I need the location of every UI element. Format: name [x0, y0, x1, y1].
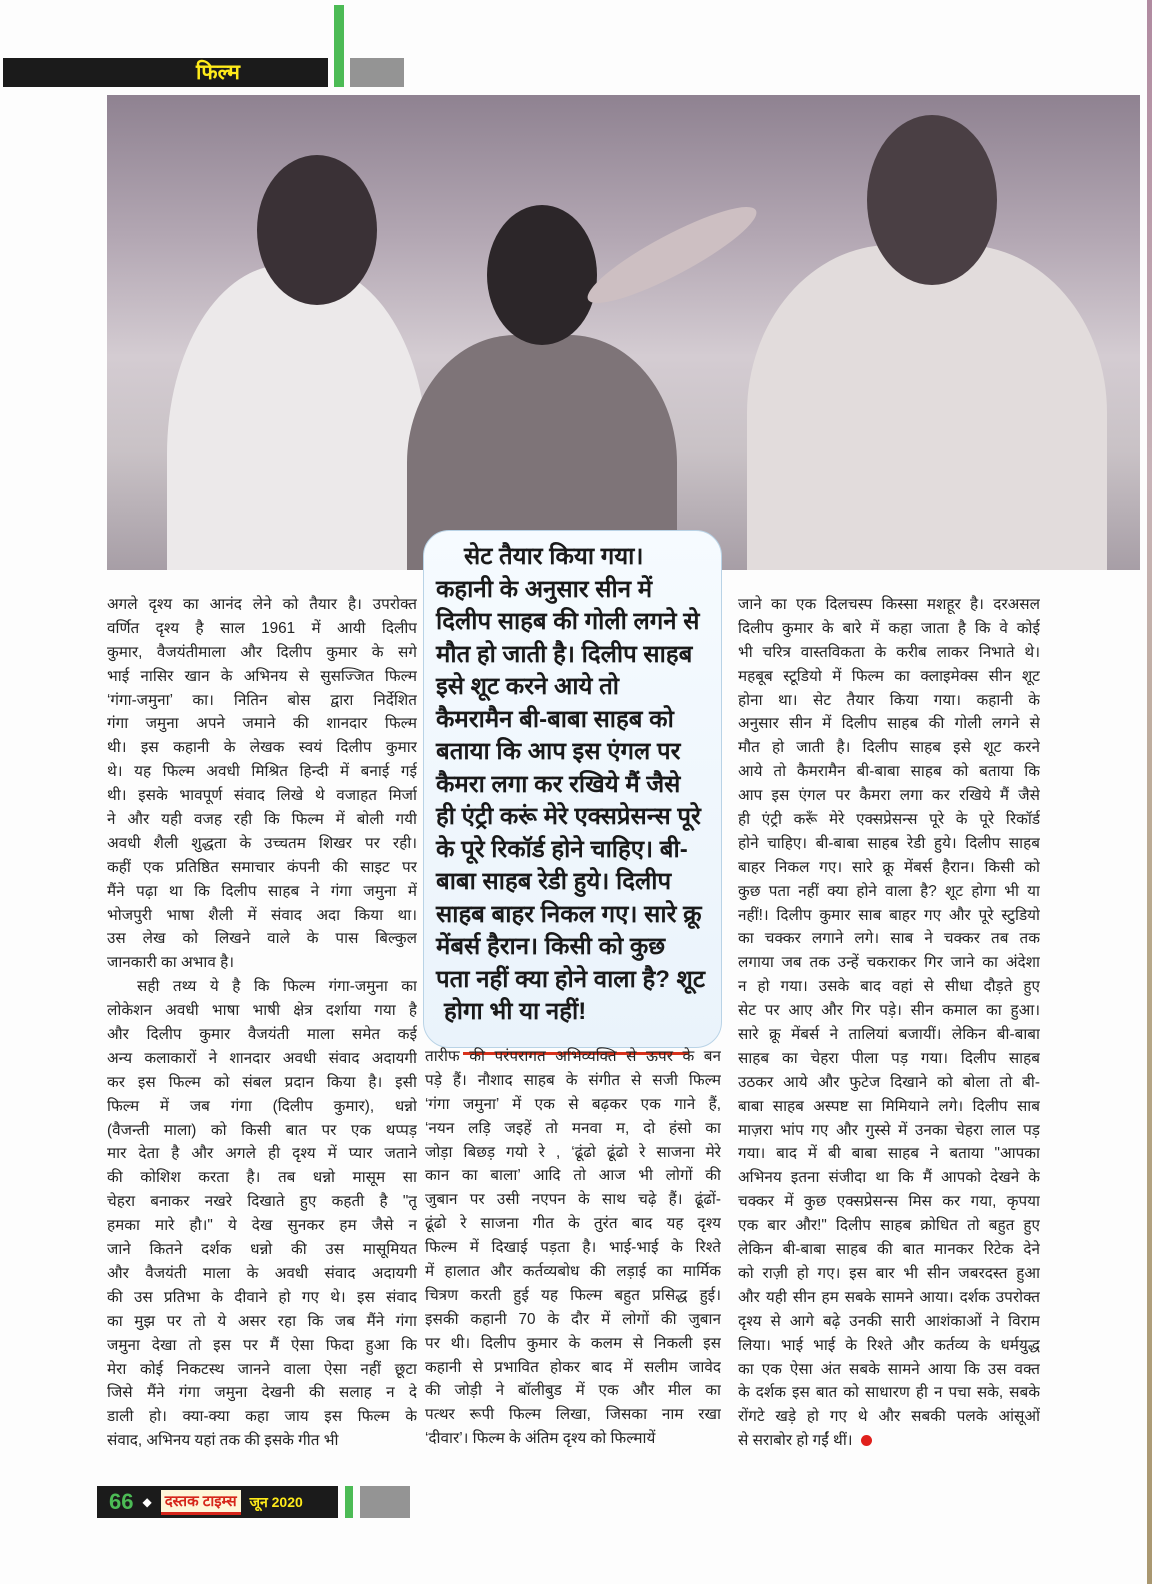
text-line — [738, 904, 1040, 928]
text-line-content: अभिनय इतना संजीदा था कि मैं आपको देखने के — [738, 1169, 1040, 1187]
text-line — [738, 1286, 1040, 1310]
text-line-content: की जोड़ी ने बॉलीबुड में एक और मील का — [425, 1382, 721, 1400]
text-line — [738, 999, 1040, 1023]
issue-date: जून 2020 — [249, 1493, 303, 1510]
text-line-content: ही एंट्री करूँ मेरे एक्सप्रेसन्स पूरे के पूरे रिकॉर्ड — [738, 811, 1040, 829]
text-line — [107, 784, 417, 808]
text-line-content: में हालात और कर्तव्यबोध की लड़ाई का मार्मिक — [425, 1263, 721, 1281]
article-column-3 — [738, 593, 1040, 1453]
text-line — [425, 1284, 721, 1308]
text-line — [738, 712, 1040, 736]
text-line-content: अवधी शैली शुद्धता के उच्चतम शिखर पर रही। — [107, 834, 417, 852]
text-line-content: ढूंढो रे साजना गीत के तुरंत बाद यह दृश्य — [425, 1215, 721, 1233]
text-line-content: रोंगटे खड़े हो गए थे और सबकी पलके आंसूओं — [738, 1408, 1040, 1426]
text-line — [425, 1356, 721, 1380]
text-line-content: महबूब स्टूडियो में फिल्म का क्लाइमेक्स सीन शूट — [738, 667, 1040, 685]
text-line-content: मैंने पढ़ा था कि दिलीप साहब ने गंगा जमुना में — [107, 882, 417, 900]
text-line-content: उठकर आये और फुटेज दिखाने को बोला तो बी- — [738, 1073, 1040, 1091]
text-line — [425, 1141, 721, 1165]
text-line — [738, 808, 1040, 832]
pull-quote-line: होगा भी या नहीं! — [444, 998, 587, 1025]
text-line-content: जानकारी का अभाव है। — [107, 954, 235, 972]
text-line — [738, 1429, 1040, 1453]
text-line-content: चेहरा बनाकर नखरे दिखाते हुए कहती है "तू — [107, 1193, 417, 1211]
text-line — [107, 1023, 417, 1047]
text-line-content: डाली हो। क्या-क्या कहा जाय इस फिल्म के — [107, 1408, 417, 1426]
text-line-content: गंगा जमुना अपने जमाने की शानदार फिल्म — [107, 715, 417, 733]
text-line-content: वर्णित दृश्य है साल 1961 में आयी दिलीप — [107, 619, 417, 637]
text-line — [107, 1405, 417, 1429]
text-line-content: नहीं!। दिलीप कुमार साब बाहर गए और पूरे स्टुडियो — [738, 906, 1040, 924]
text-line — [107, 593, 417, 617]
pull-quote-line: बाबा साहब रेडी हुये। दिलीप — [436, 868, 672, 895]
text-line — [425, 1069, 721, 1093]
pull-quote-line: बताया कि आप इस एंगल पर — [436, 738, 681, 765]
text-line — [738, 1190, 1040, 1214]
pull-quote-line: ही एंट्री करूं मेरे एक्सप्रेसन्स पूरे — [436, 803, 701, 830]
text-line-content: मौत हो जाती है। दिलीप साहब इसे शूट करने — [738, 739, 1040, 757]
text-line-content: तारीफ की परंपरागत अभिव्यक्ति से ऊपर के बन — [425, 1048, 721, 1065]
left-man-figure — [167, 265, 427, 570]
pull-quote-line: कहानी के अनुसार सीन में — [436, 575, 653, 603]
text-line — [107, 856, 417, 880]
text-line — [107, 904, 417, 928]
text-line — [738, 1310, 1040, 1334]
text-line-content: ‘नयन लड़ि जइहें तो मनवा म, दो हंसो का — [425, 1119, 721, 1137]
text-line — [107, 1119, 417, 1143]
text-line — [107, 1214, 417, 1238]
text-line-content: इसकी कहानी 70 के दौर में लोगों की जुबान — [425, 1310, 721, 1328]
text-line-content: होना था। सेट तैयार किया गया। कहानी के — [738, 691, 1040, 709]
text-line — [107, 736, 417, 760]
text-line — [738, 784, 1040, 808]
text-line-content: उस लेख को लिखने वाले के पास बिल्कुल — [107, 930, 417, 948]
text-line-content: का चक्कर लगाने लगे। साब ने चक्कर तब तक — [738, 930, 1040, 948]
pull-quote-line: पता नहीं क्या होने वाला है? शूट — [436, 965, 705, 993]
text-line — [738, 760, 1040, 784]
text-line-content: कर इस फिल्म को संबल प्रदान किया है। इसी — [107, 1073, 417, 1091]
text-line — [738, 880, 1040, 904]
footer-green-accent — [345, 1486, 353, 1518]
text-line — [107, 665, 417, 689]
text-line — [738, 927, 1040, 951]
diamond-separator-icon: ◆ — [142, 1495, 152, 1509]
text-line — [738, 832, 1040, 856]
text-line — [107, 1166, 417, 1190]
text-line-content: जोड़ा बिछड़ गयो रे , ‘ढूंढो ढूंढो रे साजना मेरे — [425, 1143, 721, 1161]
pull-quote-line: कैमरामैन बी-बाबा साहब को — [436, 705, 674, 733]
text-line — [107, 1286, 417, 1310]
text-line — [738, 1166, 1040, 1190]
text-line — [107, 951, 417, 975]
article-column-1 — [107, 593, 417, 1453]
text-line-content: का एक ऐसा अंत सबके सामने आया कि उस वक्त — [738, 1360, 1040, 1378]
page-edge-strip — [1147, 0, 1152, 1584]
text-line-content: जुबान पर उसी नएपन के साथ चढ़े हैं। ढूंढों- — [425, 1191, 721, 1209]
text-line-content: एक बार और!" दिलीप साहब क्रोधित तो बहुत हुए — [738, 1217, 1040, 1235]
text-line-content: सेट पर आए और गिर पड़े। सीन कमाल का हुआ। — [738, 1002, 1040, 1020]
text-line-content: की कोशिश करता है। तब धन्नो मासूम सा — [107, 1169, 417, 1187]
section-header-bar — [3, 58, 328, 87]
text-line — [107, 1381, 417, 1405]
text-line-content: और दिलीप कुमार वैजयंती माला समेत कई — [107, 1026, 417, 1044]
text-line-content: थी। इस कहानी के लेखक स्वयं दिलीप कुमार — [107, 739, 417, 757]
text-line-content: की उस प्रतिभा के दीवाने हो गए थे। इस संवाद — [107, 1288, 417, 1306]
text-line — [425, 1379, 721, 1403]
text-line — [738, 689, 1040, 713]
pull-quote-line: इसे शूट करने आये तो — [436, 673, 620, 700]
text-line-content: भोजपुरी भाषा शैली में संवाद अदा किया था। — [107, 906, 417, 924]
text-line-content: को राज़ी हो गए। इस बार भी सीन जबरदस्त हुआ — [738, 1264, 1040, 1282]
pull-quote-box — [423, 530, 722, 1048]
text-line-content: दृश्य से आगे बढ़े उनकी सारी आशंकाओं ने विराम — [738, 1312, 1040, 1330]
text-line-content: कुछ पता नहीं क्या होने वाला है? शूट होगा भी या — [738, 882, 1040, 900]
text-line — [425, 1403, 721, 1427]
section-title: फिल्म — [195, 61, 240, 84]
text-line-content: जिसे मैंने गंगा जमुना देखनी की सलाह न दे — [107, 1384, 417, 1402]
text-line-content: बाहर निकल गए। सारे क्रू मेंबर्स हैरान। किसी को — [738, 858, 1040, 876]
text-line — [738, 1358, 1040, 1382]
film-still-photo — [107, 95, 1140, 570]
text-line-content: साहब का चेहरा पीला पड़ गया। दिलीप साहब — [738, 1049, 1040, 1067]
text-line-content: लोकेशन अवधी भाषा भाषी क्षेत्र दर्शाया गया है — [107, 1002, 417, 1020]
text-line — [425, 1332, 721, 1356]
text-line — [738, 1119, 1040, 1143]
text-line — [425, 1308, 721, 1332]
text-line-content: ‘गंगा-जमुना’ का। नितिन बोस द्वारा निर्देशित — [107, 691, 417, 709]
text-line — [425, 1117, 721, 1141]
text-line-content: चक्कर में कुछ एक्सप्रेसन्स मिस कर गया, कृपया — [738, 1193, 1040, 1211]
footer-bar — [97, 1486, 338, 1518]
text-line — [738, 1047, 1040, 1071]
text-line — [738, 975, 1040, 999]
text-line — [738, 856, 1040, 880]
text-line — [107, 1334, 417, 1358]
right-man-head — [867, 115, 997, 285]
article-column-2 — [425, 1045, 721, 1451]
text-line-content: ‘गंगा जमुना’ में एक से बढ़कर एक गाने हैं, — [425, 1095, 721, 1113]
text-line-content: कुमार, वैजयंतीमाला और दिलीप कुमार के सगे — [107, 643, 417, 661]
text-line-content: चित्रण करती हुई यह फिल्म बहुत प्रसिद्ध हुई। — [425, 1286, 721, 1304]
text-line-content: (वैजन्ती माला) को किसी बात पर एक थप्पड़ — [107, 1121, 417, 1139]
header-gray-block — [350, 58, 404, 87]
text-line-content: और वैजयंती माला के अवधी संवाद अदायगी — [107, 1264, 417, 1282]
text-line-content: जमुना देखा तो इस पर मैं ऐसा फिदा हुआ कि — [107, 1336, 417, 1354]
text-line — [107, 712, 417, 736]
text-line — [738, 736, 1040, 760]
text-line-content: माज़रा भांप गए और गुस्से में उनका चेहरा लाल पड़ — [738, 1121, 1040, 1139]
text-line — [738, 1023, 1040, 1047]
text-line-content: का मुझ पर तो ये असर रहा कि जब मैंने गंगा — [107, 1312, 417, 1330]
magazine-logo: दस्तक टाइम्स — [161, 1490, 241, 1515]
text-line — [738, 1214, 1040, 1238]
pull-quote-line: के पूरे रिकॉर्ड होने चाहिए। बी- — [436, 835, 688, 863]
pull-quote-line: मेंबर्स हैरान। किसी को कुछ — [436, 933, 666, 960]
text-line — [738, 951, 1040, 975]
text-line — [738, 1095, 1040, 1119]
text-line-content: जाने कितने दर्शक धन्नो की उस मासूमियत — [107, 1241, 417, 1259]
text-line — [738, 1405, 1040, 1429]
text-line-content: से सराबोर हो गईं थीं। — [738, 1432, 853, 1450]
text-line — [425, 1260, 721, 1284]
text-line — [425, 1093, 721, 1117]
text-line — [107, 1238, 417, 1262]
text-line-content: कहानी से प्रभावित होकर बाद में सलीम जावेद — [425, 1358, 721, 1376]
pull-quote-line: साहब बाहर निकल गए। सारे क्रू — [436, 900, 702, 928]
text-line-content: मेरा कोई निकटस्थ जानने वाला ऐसा नहीं छूटा — [107, 1360, 417, 1378]
text-line — [107, 808, 417, 832]
text-line — [738, 665, 1040, 689]
text-line — [738, 1071, 1040, 1095]
text-line-content: भाई नासिर खान के अभिनय से सुसज्जित फिल्म — [107, 667, 417, 685]
text-line-content: फिल्म में जब गंगा (दिलीप कुमार), धन्नो — [107, 1097, 417, 1115]
text-line-content: अगले दृश्य का आनंद लेने को तैयार है। उपरोक्त — [107, 596, 417, 613]
text-line-content: आप इस एंगल पर कैमरा लगा कर रखिये मैं जैसे — [738, 787, 1040, 805]
text-line-content: लिया। भाई भाई के रिश्ते और कर्तव्य के धर्मयुद्ध — [738, 1336, 1040, 1354]
text-line — [107, 641, 417, 665]
text-line — [738, 1334, 1040, 1358]
text-line-content: के दर्शक इस बात को साधारण ही न पचा सके, सबके — [738, 1384, 1040, 1402]
text-line — [425, 1164, 721, 1188]
text-line — [107, 832, 417, 856]
pull-quote-line: कैमरा लगा कर रखिये मैं जैसे — [436, 770, 681, 798]
text-line-content: अनुसार सीन में दिलीप साहब की गोली लगने से — [738, 715, 1040, 733]
text-line-content: सही तथ्य ये है कि फिल्म गंगा-जमुना का — [137, 978, 417, 996]
pull-quote-line: दिलीप साहब की गोली लगने से — [436, 608, 700, 635]
text-line — [107, 975, 417, 999]
text-line — [107, 1142, 417, 1166]
text-line-content: भी चरित्र वास्तविकता के करीब लाकर निभाते थे। — [738, 643, 1040, 661]
text-line-content: गया। बाद में बी बाबा साहब ने बताया "आपका — [738, 1145, 1040, 1163]
text-line — [107, 1262, 417, 1286]
text-line — [425, 1045, 721, 1069]
text-line — [107, 617, 417, 641]
text-line — [107, 880, 417, 904]
text-line — [107, 1047, 417, 1071]
left-man-head — [257, 155, 377, 305]
text-line-content: बाबा साहब अस्पष्ट सा मिमियाने लगे। दिलीप साब — [738, 1097, 1040, 1115]
text-line-content: ने और यही वजह रही कि फिल्म में बोली गयी — [107, 811, 417, 829]
text-line-content: फिल्म में दिखाई पड़ता है। भाई-भाई के रिश्ते — [425, 1239, 721, 1257]
text-line-content: लेकिन बी-बाबा साहब की बात मानकर रिटेक देने — [738, 1241, 1040, 1259]
footer-gray-block — [360, 1486, 410, 1518]
pull-quote-text — [436, 541, 711, 1029]
text-line — [107, 760, 417, 784]
text-line-content: थे। यह फिल्म अवधी मिश्रित हिन्दी में बनाई गई — [107, 763, 417, 781]
woman-raised-arm — [579, 193, 766, 318]
text-line — [738, 1238, 1040, 1262]
text-line — [107, 1190, 417, 1214]
text-line — [738, 1262, 1040, 1286]
text-line — [738, 1142, 1040, 1166]
text-line-content: जाने का एक दिलचस्प किस्सा मशहूर है। दरअसल — [738, 596, 1040, 613]
text-line — [738, 593, 1040, 617]
text-line-content: होने चाहिए। बी-बाबा साहब रेडी हुये। दिलीप साहब — [738, 834, 1040, 852]
text-line — [107, 1095, 417, 1119]
pull-quote-line: सेट तैयार किया गया। — [464, 543, 644, 570]
text-line-content: दिलीप कुमार के बारे में कहा जाता है कि वे कोई — [738, 619, 1040, 637]
right-man-figure — [747, 245, 1107, 570]
text-line — [738, 1381, 1040, 1405]
text-line-content: संवाद, अभिनय यहां तक की इसके गीत भी — [107, 1432, 339, 1450]
text-line — [107, 1071, 417, 1095]
text-line — [107, 1310, 417, 1334]
page-number: 66 — [109, 1489, 134, 1514]
text-line — [107, 1429, 417, 1453]
text-line — [425, 1236, 721, 1260]
text-line — [425, 1212, 721, 1236]
text-line — [107, 927, 417, 951]
text-line-content: मार देता है और अगले ही दृश्य में प्यार जताने — [107, 1145, 417, 1163]
woman-head — [487, 205, 597, 345]
text-line-content: ‘दीवार’। फिल्म के अंतिम दृश्य को फिल्मायें — [425, 1430, 656, 1448]
text-line-content: और यही सीन हम सबके सामने आया। दर्शक उपरोक्त — [738, 1288, 1040, 1306]
pull-quote-line: मौत हो जाती है। दिलीप साहब — [436, 640, 693, 668]
text-line-content: पत्थर रूपी फिल्म लिखा, जिसका नाम रखा — [425, 1406, 721, 1424]
text-line — [107, 689, 417, 713]
text-line-content: अन्य कलाकारों ने शानदार अवधी संवाद अदायगी — [107, 1049, 417, 1067]
text-line — [425, 1188, 721, 1212]
header-green-accent — [334, 5, 344, 87]
text-line-content: कहीं एक प्रतिष्ठित समाचार कंपनी की साइट पर — [107, 858, 417, 876]
text-line-content: पड़े हैं। नौशाद साहब के संगीत से सजी फिल्म — [425, 1071, 721, 1089]
text-line — [738, 617, 1040, 641]
text-line-content: हमका मारे हौ।" ये देख सुनकर हम जैसे न — [107, 1217, 417, 1235]
text-line — [107, 999, 417, 1023]
text-line-content: लगाया जब तक उन्हें चकराकर गिर जाने का अंदेशा — [738, 954, 1040, 972]
text-line-content: थी। इसके भावपूर्ण संवाद लिखे थे वजाहत मिर्जा — [107, 787, 417, 805]
text-line-content: आये तो कैमरामैन बी-बाबा साहब को बताया कि — [738, 763, 1040, 781]
text-line — [107, 1358, 417, 1382]
text-line-content: न हो गया। उसके बाद वहां से सीधा दौड़ते हुए — [738, 978, 1040, 996]
text-line-content: कान का बाला’ आदि तो आज भी लोगों की — [425, 1167, 721, 1185]
text-line-content: पर थी। दिलीप कुमार के कलम से निकली इस — [425, 1334, 721, 1352]
text-line — [425, 1427, 721, 1451]
text-line-content: सारे क्रू मेंबर्स ने तालियां बजायीं। लेकिन बी-बाबा — [738, 1026, 1040, 1044]
text-line — [738, 641, 1040, 665]
end-bullet-icon — [861, 1435, 872, 1446]
